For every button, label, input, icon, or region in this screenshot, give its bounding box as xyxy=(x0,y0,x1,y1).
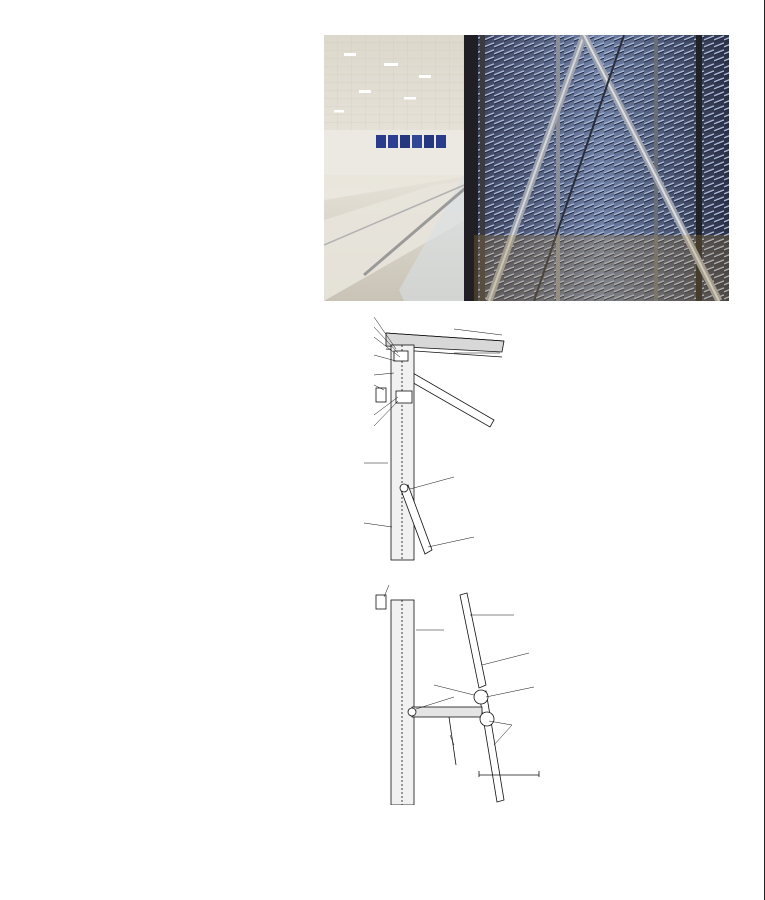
interior-brise-photo xyxy=(324,35,729,301)
brise-section-drawing xyxy=(324,305,554,805)
